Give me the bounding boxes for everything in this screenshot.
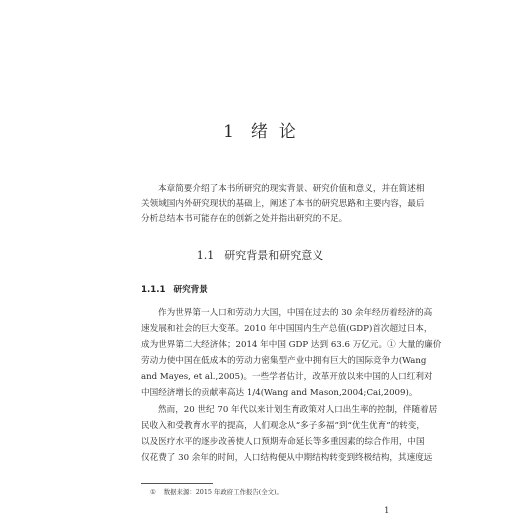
body-line: 劳动力使中国在低成本的劳动力密集型产业中拥有巨大的国际竞争力(Wang — [141, 356, 427, 367]
subsection-title: 研究背景 — [173, 285, 208, 295]
body-line: 成为世界第二大经济体；2014 年中国 GDP 达到 63.6 万亿元。① 大量的廉价 — [141, 340, 442, 351]
chapter-title-char-1: 绪 — [250, 122, 269, 142]
body-line: 中国经济增长的贡献率高达 1/4(Wang and Mason,2004;Cai,2009)。 — [141, 388, 418, 399]
body-line: 然而，20 世纪 70 年代以来计划生育政策对人口出生率的控制，伴随着居 — [158, 404, 438, 415]
subsection-number: 1.1.1 — [141, 285, 166, 295]
page-number: 1 — [384, 506, 390, 516]
chapter-intro-paragraph — [141, 182, 425, 227]
body-line: 以及医疗水平的逐步改善使人口预期寿命延长等多重因素的综合作用，中国 — [141, 436, 425, 447]
intro-line: 本章简要介绍了本书所研究的现实背景、研究价值和意义，并在简述相 — [158, 184, 425, 194]
body-line: 民收入和受教育水平的提高，人们观念从“多子多福”到“优生优育”的转变， — [141, 420, 425, 431]
subsection-heading — [141, 283, 208, 295]
intro-line: 分析总结本书可能存在的创新之处并指出研究的不足。 — [141, 214, 348, 224]
body-line: 速发展和社会的巨大变革。2010 年中国国内生产总值(GDP)首次超过日本， — [141, 324, 433, 335]
footnote-marker: ① — [150, 488, 156, 496]
intro-line: 关领域国内外研究现状的基础上，阐述了本书的研究思路和主要内容，最后 — [141, 199, 425, 209]
body-line: 仅花费了 30 余年的时间，人口结构便从中期结构转变到终极结构，其速度远 — [141, 452, 433, 463]
footnote-text: 数据来源：2015 年政府工作报告(全文)。 — [163, 488, 283, 496]
section-title: 研究背景和研究意义 — [224, 249, 324, 262]
section-heading — [0, 247, 520, 263]
body-text — [141, 305, 442, 466]
body-line: 作为世界第一人口和劳动力大国，中国在过去的 30 余年经历着经济的高 — [158, 308, 433, 318]
footnote — [150, 487, 283, 496]
section-number: 1.1 — [196, 249, 215, 262]
footnote-divider — [141, 483, 213, 484]
chapter-title — [0, 117, 520, 142]
chapter-title-char-2: 论 — [278, 122, 297, 142]
body-line: and Mayes, et al.,2005)。一些学者估计，改革开放以来中国的人口红利对 — [141, 372, 433, 383]
chapter-number: 1 — [223, 122, 235, 142]
